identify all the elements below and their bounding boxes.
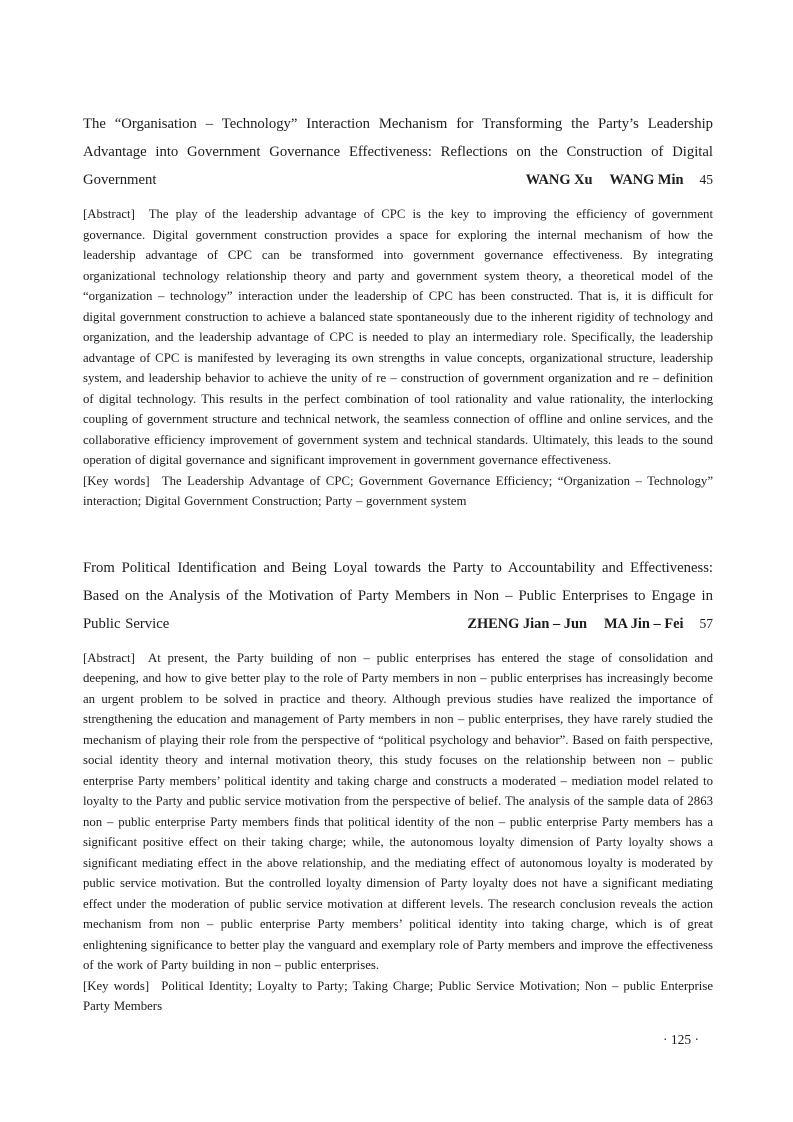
article-2-abstract [83, 648, 713, 976]
article-1-page-number: 45 [699, 172, 713, 187]
article-2-keywords [83, 976, 713, 1017]
article-1-author-1: WANG Xu [525, 172, 593, 188]
article-2-byline [455, 610, 713, 638]
keywords-label: [Key words] [83, 978, 150, 993]
article-2-page-number: 57 [699, 615, 713, 631]
article-1-byline [514, 166, 713, 194]
keywords-label: [Key words] [83, 473, 150, 488]
article-2-author-1: ZHENG Jian – Jun [467, 615, 587, 632]
article-2-title-block [83, 554, 713, 638]
keywords-text: The Leadership Advantage of CPC; Government Governance Efficiency; “Organization – Technology” interaction; Digital Government Construction; Party – government system [83, 473, 714, 508]
toc-entry-2 [83, 554, 713, 1017]
abstract-label: [Abstract] [83, 207, 135, 221]
article-1-abstract [83, 204, 713, 471]
article-1-title: The “Organisation – Technology” Interaction Mechanism for Transforming the Party’s Leadership Advantage into Government Governance Effectiveness: Reflections on the Construction of Digital Government [83, 116, 713, 188]
toc-entry-1 [83, 110, 713, 512]
keywords-text: Political Identity; Loyalty to Party; Taking Charge; Public Service Motivation; Non – public Enterprise Party Members [83, 978, 714, 1013]
page-number-folio: · 125 · [663, 1031, 699, 1047]
abstract-text: The play of the leadership advantage of CPC is the key to improving the efficiency of government governance. Digital government construction provides a space for exploring the internal mechanism of how the leadership advantage of CPC can be transformed into government governance effectiveness. By integrating organizational technology relationship theory and party and government system theory, a theoretical model of the “organization – technology” interaction under the leadership of CPC has been constructed. That is, it is difficult for digital government construction to achieve a balanced state spontaneously due to the inherent rigidity of technology and organization, and the leadership advantage of CPC is needed to play an intermediary role. Specifically, the leadership advantage of CPC is manifested by leveraging its own strengths in value concepts, organizational structure, leadership system, and leadership behavior to achieve the unity of re – construction of government organization and re – definition of digital technology. This results in the perfect combination of tool rationality and value rationality, the interlocking coupling of government structure and technical network, the seamless connection of offline and online services, and the collaborative efficiency improvement of government system and technical standards. Ultimately, this leads to the sound operation of digital governance and significant improvement in government governance effectiveness. [83, 207, 714, 467]
abstract-text: At present, the Party building of non – public enterprises has entered the stage of consolidation and deepening, and how to give better play to the role of Party members in non – public enterprises has increasingly become an urgent problem to be solved in practice and theory. Although previous studies have realized the importance of strengthening the education and management of Party members in non – public enterprises, they have rarely studied the mechanism of playing their role from the perspective of “political psychology and behavior”. Based on faith perspective, social identity theory and internal motivation theory, this study focuses on the relationship between non – public enterprise Party members’ political identity and taking charge and constructs a moderated – mediation model related to loyalty to the Party and public service motivation from the perspective of belief. The analysis of the sample data of 2863 non – public enterprise Party members finds that political identity of the non – public enterprise Party members has a significant positive effect on their taking charge; while, the autonomous loyalty dimension of Party loyalty shows a significant mediating effect in the above relationship, and the mediating effect of autonomous loyalty is moderated by public service motivation. But the controlled loyalty dimension of Party loyalty does not have a significant mediating effect under the moderation of public service motivation at different levels. The research conclusion reveals the action mechanism from non – public enterprise Party members’ political identity into taking charge, which is of great enlightening significance to better play the vanguard and exemplary role of Party members and improve the effectiveness of the work of Party building in non – public enterprises. [83, 650, 713, 972]
article-1-keywords [83, 471, 713, 512]
abstract-label: [Abstract] [83, 650, 135, 665]
article-2-title: From Political Identification and Being Loyal towards the Party to Accountability and Effectiveness: Based on the Analysis of the Motivation of Party Members in Non – Public Enterprises to Engage in Public Service [83, 559, 713, 632]
article-1-title-block [83, 110, 713, 194]
article-1-author-2: WANG Min [609, 172, 684, 188]
article-2-author-2: MA Jin – Fei [603, 615, 684, 632]
page-content [83, 110, 713, 1050]
